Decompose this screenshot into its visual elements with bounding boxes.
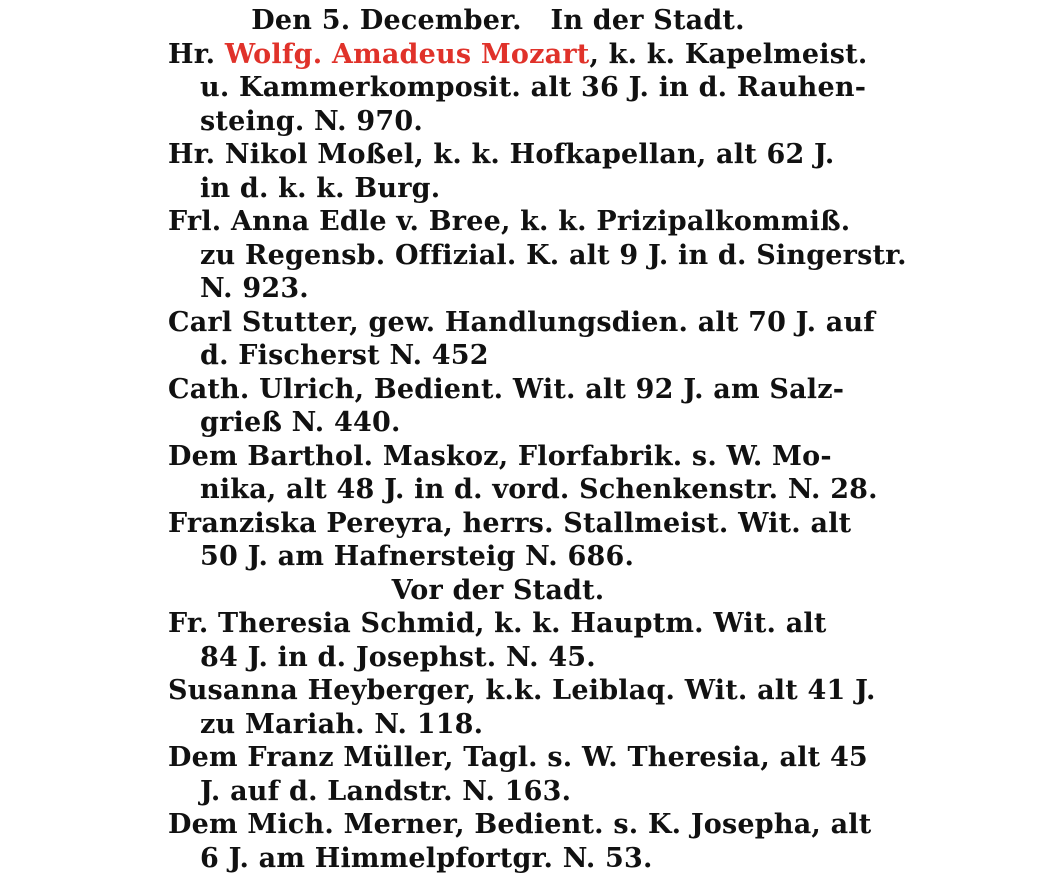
entry-line: Fr. Theresia Schmid, k. k. Hauptm. Wit. alt xyxy=(168,608,827,639)
entry-line: Cath. Ulrich, Bedient. Wit. alt 92 J. am Salz- xyxy=(168,373,845,405)
entry-line: Hr. Nikol Moßel, k. k. Hofkapellan, alt 62 J. xyxy=(168,139,835,170)
entry-line: zu Regensb. Offizial. K. alt 9 J. in d. Singerstr. xyxy=(200,239,907,271)
heading-place: In der Stadt. xyxy=(550,5,745,36)
entry-line: Dem Mich. Merner, Bedient. s. K. Josepha, alt xyxy=(168,809,872,840)
entry-line: Dem Barthol. Maskoz, Florfabrik. s. W. Mo- xyxy=(168,440,832,472)
register-entry xyxy=(168,306,876,373)
register-entry xyxy=(168,808,872,875)
register-entry xyxy=(168,607,828,674)
entry-line: 84 J. in d. Josephst. N. 45. xyxy=(200,641,596,673)
entry-line: zu Mariah. N. 118. xyxy=(200,708,484,740)
register-entry xyxy=(168,440,878,507)
entry-line: u. Kammerkomposit. alt 36 J. in d. Rauhen- xyxy=(200,72,867,103)
register-entry xyxy=(168,741,868,808)
entry-line xyxy=(168,38,868,72)
entry-line: d. Fischerst N. 452 xyxy=(200,340,489,371)
entry-line: J. auf d. Landstr. N. 163. xyxy=(200,775,572,807)
entry-line: Susanna Heyberger, k.k. Leiblaq. Wit. alt 41 J. xyxy=(168,675,876,706)
entry-line: N. 923. xyxy=(200,273,309,304)
register-entry xyxy=(168,138,835,205)
entry-line: 6 J. am Himmelpfortgr. N. 53. xyxy=(200,842,653,874)
entry-line: 50 J. am Hafnersteig N. 686. xyxy=(200,541,635,572)
name-suffix: , k. k. Kapelmeist. xyxy=(589,38,868,70)
date-heading xyxy=(168,4,828,38)
entry-line: Dem Franz Müller, Tagl. s. W. Theresia, alt 45 xyxy=(168,742,868,773)
name-prefix: Hr. xyxy=(168,38,225,70)
entry-line: Franziska Pereyra, herrs. Stallmeist. Wit. alt xyxy=(168,507,852,539)
register-entry xyxy=(168,674,876,741)
highlighted-name: Wolfg. Amadeus Mozart xyxy=(224,38,590,70)
section-heading-outside-city: Vor der Stadt. xyxy=(391,574,605,606)
heading-date: Den 5. December. xyxy=(251,5,522,36)
entry-line: steing. N. 970. xyxy=(200,105,423,137)
register-entry xyxy=(168,373,845,440)
death-register-column xyxy=(168,4,907,875)
register-entry xyxy=(168,38,868,139)
entry-line: nika, alt 48 J. in d. vord. Schenkenstr. N. 28. xyxy=(200,474,878,505)
entry-line: Carl Stutter, gew. Handlungsdien. alt 70 J. auf xyxy=(168,306,876,338)
register-entry xyxy=(168,507,852,574)
register-entry xyxy=(168,205,907,306)
entry-line: Frl. Anna Edle v. Bree, k. k. Prizipalkommiß. xyxy=(168,206,851,237)
entry-line: in d. k. k. Burg. xyxy=(200,172,441,204)
entry-line: grieß N. 440. xyxy=(200,407,401,438)
